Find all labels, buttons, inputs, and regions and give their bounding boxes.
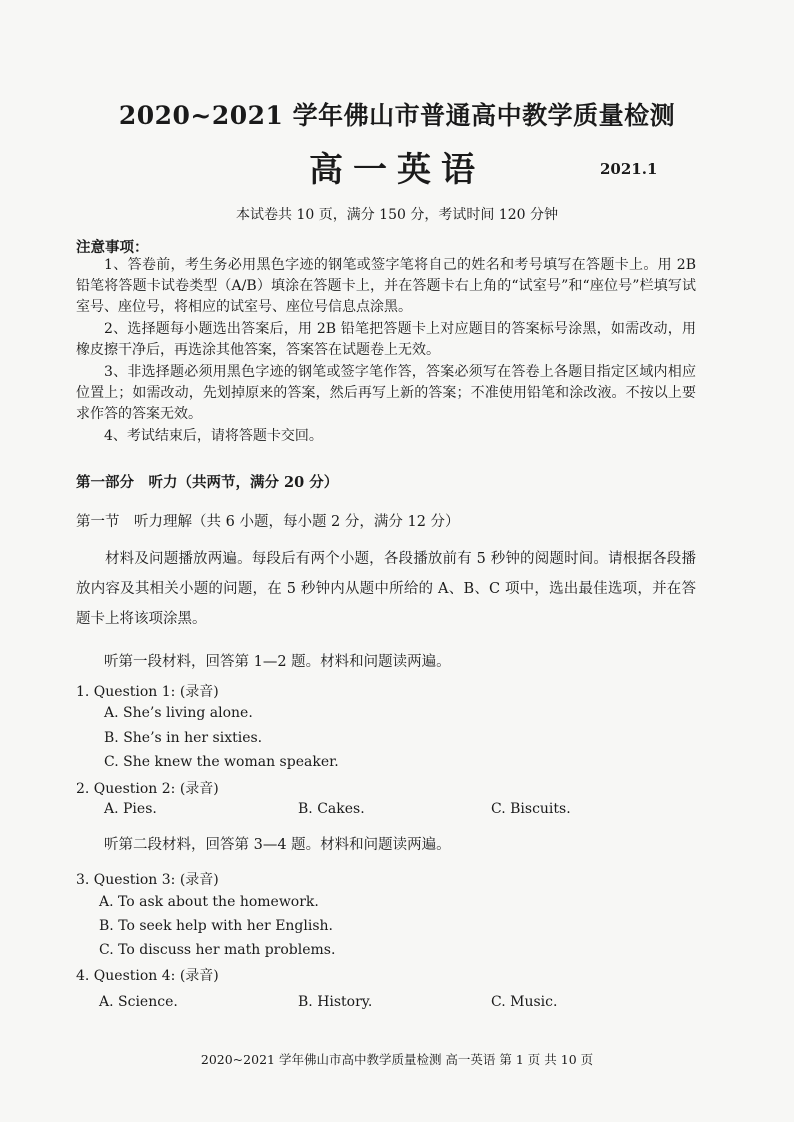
segment-instruction: 听第一段材料，回答第 1—2 题。材料和问题读两遍。 [104, 654, 451, 670]
answer-option: C. She knew the woman speaker. [104, 754, 339, 770]
answer-option: A. Science. [99, 994, 178, 1010]
question-label: 3. Question 3: (录音) [76, 872, 219, 888]
answer-option: A. She’s living alone. [104, 705, 253, 721]
question-label: 4. Question 4: (录音) [76, 968, 219, 984]
answer-option: C. To discuss her math problems. [99, 942, 336, 958]
exam-date: 2021.1 [600, 160, 658, 178]
answer-option: C. Biscuits. [491, 801, 571, 817]
answer-option: B. She’s in her sixties. [104, 730, 263, 746]
part-heading: 第一部分 听力（共两节，满分 20 分） [76, 474, 339, 491]
subject-title: 高一英语 [309, 150, 485, 190]
question-label: 1. Question 1: (录音) [76, 684, 219, 700]
notice-heading: 注意事项： [76, 239, 149, 256]
answer-option: A. To ask about the homework. [99, 894, 319, 910]
answer-option: B. Cakes. [298, 801, 365, 817]
answer-option: B. To seek help with her English. [99, 918, 334, 934]
notice-item: 1、答卷前，考生务必用黑色字迹的钢笔或签字笔将自己的姓名和考号填写在答题卡上。用 2B 铅笔将答题卡试卷类型（A/B）填涂在答题卡上，并在答题卡右上角的“试室号”和“座位号”栏填写试室号、座位号，将相应的试室号、座位号信息点涂黑。 [76, 257, 696, 315]
exam-info: 本试卷共 10 页，满分 150 分，考试时间 120 分钟 [236, 207, 558, 223]
question-label: 2. Question 2: (录音) [76, 781, 219, 797]
answer-option: C. Music. [491, 994, 558, 1010]
notice-item: 3、非选择题必须用黑色字迹的钢笔或签字笔作答，答案必须写在答卷上各题目指定区域内相应位置上；如需改动，先划掉原来的答案，然后再写上新的答案；不准使用铅笔和涂改液。不按以上要求作答的答案无效。 [76, 364, 696, 422]
notice-item: 2、选择题每小题选出答案后，用 2B 铅笔把答题卡上对应题目的答案标号涂黑，如需改动，用橡皮擦干净后，再选涂其他答案，答案答在试题卷上无效。 [76, 321, 696, 358]
answer-option: A. Pies. [104, 801, 157, 817]
section-heading: 第一节 听力理解（共 6 小题，每小题 2 分，满分 12 分） [76, 514, 460, 530]
segment-instruction: 听第二段材料，回答第 3—4 题。材料和问题读两遍。 [104, 837, 451, 853]
answer-option: B. History. [298, 994, 373, 1010]
exam-title: 2020~2021 学年佛山市普通高中教学质量检测 [118, 101, 676, 130]
page-footer: 2020~2021 学年佛山市高中教学质量检测 高一英语 第 1 页 共 10 页 [200, 1052, 594, 1067]
listening-directions: 材料及问题播放两遍。每段后有两个小题，各段播放前有 5 秒钟的阅题时间。请根据各段播放内容及其相关小题的问题，在 5 秒钟内从题中所给的 A、B、C 项中，选出最佳选项，并在答题卡上将该项涂黑。 [76, 551, 696, 627]
notice-item: 4、考试结束后，请将答题卡交回。 [104, 428, 323, 444]
